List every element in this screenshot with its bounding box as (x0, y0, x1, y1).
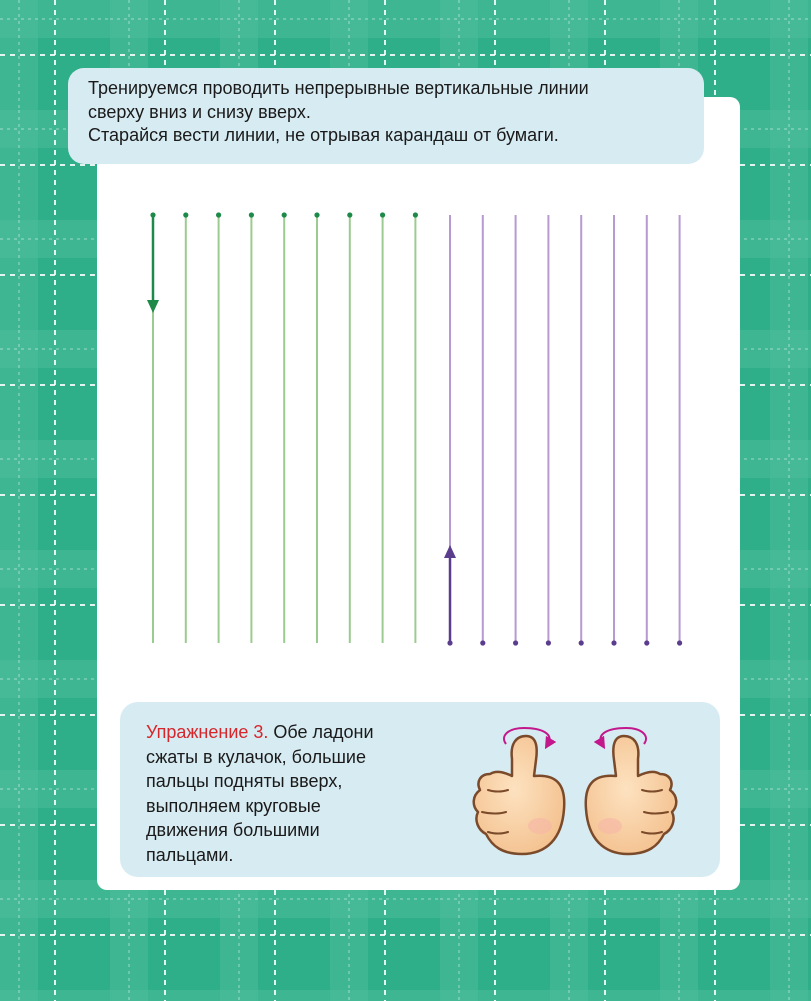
start-dot (413, 212, 418, 217)
arrow-up-head-icon (444, 545, 456, 558)
instructions-panel (68, 68, 704, 164)
tracing-area (130, 200, 710, 660)
start-dot (611, 640, 616, 645)
start-dot (380, 212, 385, 217)
hands-illustration (460, 714, 690, 864)
instructions-line-2: сверху вниз и снизу вверх. (88, 101, 311, 122)
exercise-title: Упражнение 3. (146, 722, 269, 742)
start-dot (282, 212, 287, 217)
start-dot (480, 640, 485, 645)
start-dot (677, 640, 682, 645)
start-dot (347, 212, 352, 217)
exercise-line-2: сжаты в кулачок, большие (146, 746, 366, 767)
start-dot (183, 212, 188, 217)
start-dot (513, 640, 518, 645)
start-dot (546, 640, 551, 645)
exercise-line-3: пальцы подняты вверх, (146, 771, 343, 791)
instructions-line-1: Тренируемся проводить непрерывные вертикальные линии (88, 78, 589, 98)
exercise-line-1: Обе ладони (268, 722, 374, 742)
exercise-line-4: выполняем круговые (146, 795, 321, 816)
start-dot (644, 640, 649, 645)
exercise-line-6: пальцами. (146, 844, 234, 865)
exercise-panel (120, 702, 720, 877)
start-dot (216, 212, 221, 217)
thumbs-up-icon (586, 736, 677, 854)
start-dot (579, 640, 584, 645)
instructions-line-3: Старайся вести линии, не отрывая карандаш от бумаги. (88, 125, 559, 145)
thumbs-up-icon (474, 736, 565, 854)
exercise-text (146, 720, 436, 867)
arrow-down-head-icon (147, 300, 159, 313)
start-dot (249, 212, 254, 217)
start-dot (314, 212, 319, 217)
exercise-line-5: движения большими (146, 820, 320, 840)
